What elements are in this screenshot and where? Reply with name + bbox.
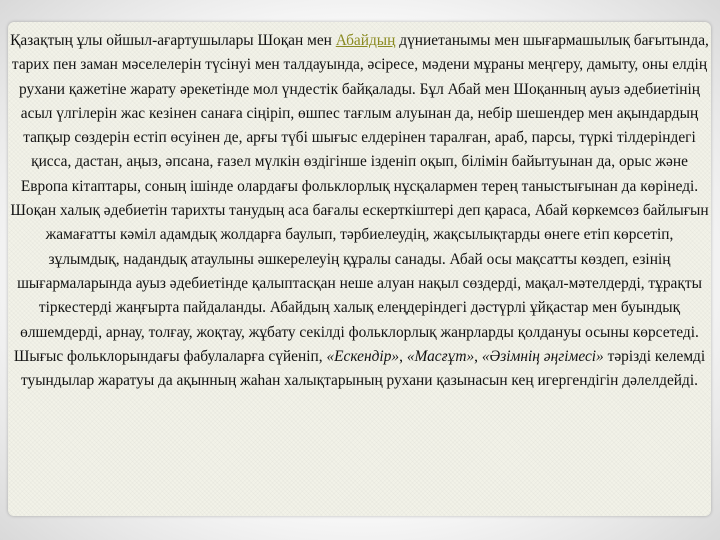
separator-1: , (399, 347, 407, 365)
paragraph-part-3: тәрізді келемді туындылар жаратуы да ақынның жаһан халықтарының рухани қазынасын кең игергендігін дәлелдейді. (21, 347, 706, 390)
body-paragraph (10, 29, 709, 393)
work-title-eskendir: «Ескендір» (326, 347, 400, 365)
paragraph-part-2: дүниетанымы мен шығармашылық бағытында, тарих пен заман мәселелерін түсінуі мен талдауында, әсіресе, мәдени мұраны меңгеру, дамыту, оны елдің рухани қажетіне жарату әрекетінде мол үндестік байқалады. Бұл Абай мен Шоқанның ауыз әдебиетінің асыл үлгілерін жас кезінен санаға сіңіріп, өшпес тағлым алуынан да, небір шешендер мен ақындардың тапқыр сөздерін естіп өсуінен де, арғы түбі шығыс елдерінен таралған, араб, парсы, түркі тілдеріндегі қисса, дастан, аңыз, әпсана, ғазел мүлкін өздігінше ізденіп оқып, білімін байытуынан да, орыс және Европа кітаптары, соның ішінде олардағы фольклорлық нұсқалармен терең таныстығынан да көрінеді. Шоқан халық әдебиетін тарихты танудың аса бағалы ескерткіштері деп қараса, Абай көркемсөз байлығын жамағатты кәміл адамдық жолдарға баулып, тәрбиелеудің, жақсылықтарды өнеге етіп көрсетіп, зұлымдық, надандық атаулыны әшкерелеуің құралы санады. Абай осы мақсатты көздеп, езінің шығармаларында ауыз әдебиетінде қалыптасқан неше алуан нақыл сөздерді, мақал-мәтелдерді, тұрақты тіркестерді жаңғырта пайдаланды. Абайдың халық елеңдеріндегі дәстүрлі ұйқастар мен буындық өлшемдерді, арнау, толғау, жоқтау, жұбату секілді фольклорлық жанрларды қолдануы осыны көрсетеді. Шығыс фольклорындағы фабулаларға сүйеніп, (10, 32, 709, 365)
abai-link[interactable]: Абайдың (335, 32, 396, 49)
paragraph-part-1: Қазақтың ұлы ойшыл-ағартушылары Шоқан мен (10, 32, 336, 49)
work-title-azim: «Әзімнің әңгімесі» (481, 347, 604, 365)
work-title-masgut: «Масғұт» (406, 347, 475, 365)
separator-2: , (474, 347, 482, 365)
